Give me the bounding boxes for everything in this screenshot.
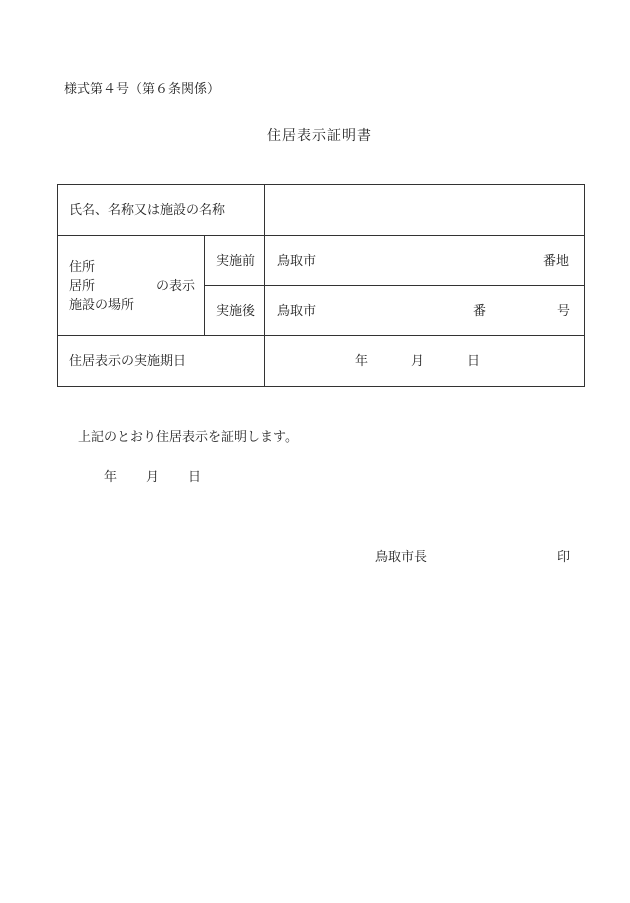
table-border-bottom [57,386,585,387]
address-label-residence: 住所 [69,260,96,275]
after-city: 鳥取市 [277,304,317,319]
issue-year: 年 [104,470,118,485]
implementation-year: 年 [355,354,369,369]
table-row-divider [57,335,584,336]
table-border-top [57,184,584,185]
implementation-date-label: 住居表示の実施期日 [69,354,187,369]
signer-title: 鳥取市長 [375,550,428,565]
name-label: 氏名、名称又は施設の名称 [69,203,226,218]
after-ban: 番 [473,304,487,319]
address-label-dwelling: 居所 [69,279,96,294]
table-row-divider [204,285,584,286]
before-city: 鳥取市 [277,254,317,269]
after-go: 号 [557,304,571,319]
address-label-facility: 施設の場所 [69,298,135,313]
table-border-right [584,184,585,387]
form-number-label: 様式第４号（第６条関係） [64,82,221,97]
implementation-month: 月 [411,354,425,369]
table-border-left [57,184,58,386]
issue-month: 月 [146,470,160,485]
before-banchi: 番地 [543,254,570,269]
table-column-divider [204,235,205,335]
certification-statement: 上記のとおり住居表示を証明します。 [78,430,298,445]
seal-mark: 印 [557,550,571,565]
table-column-divider [264,184,265,386]
address-label-display: の表示 [156,279,196,294]
table-row-divider [57,235,584,236]
implementation-day: 日 [467,354,481,369]
before-label: 実施前 [216,254,256,269]
after-label: 実施後 [216,304,256,319]
document-title: 住居表示証明書 [267,128,372,144]
issue-day: 日 [188,470,202,485]
